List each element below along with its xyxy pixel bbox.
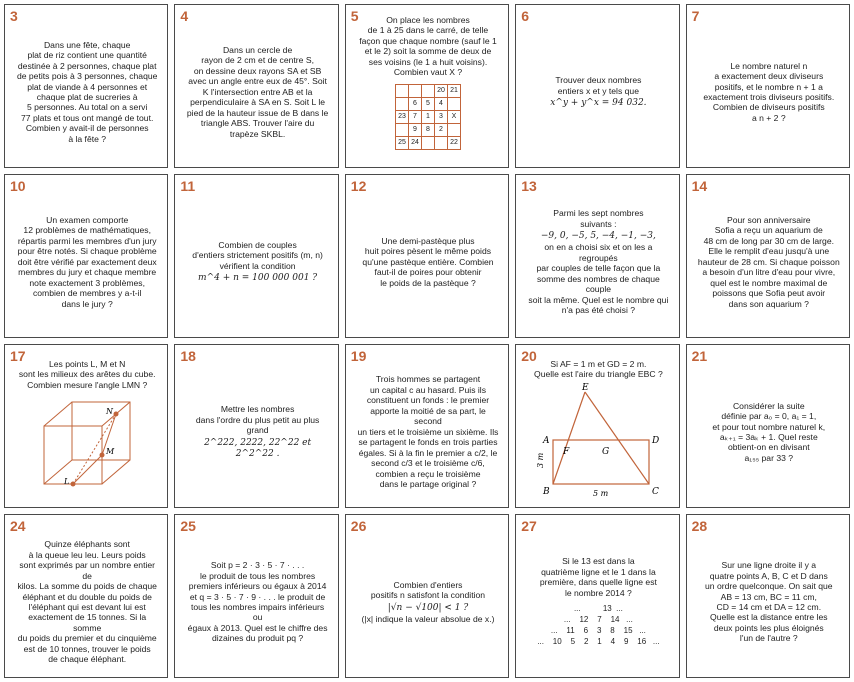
text-line: perpendiculaire à SA en S. Soit L le	[190, 97, 326, 108]
label-e: E	[582, 382, 589, 393]
text-line: qu'une pastèque entière. Combien	[362, 256, 494, 267]
problem-card-7	[686, 4, 850, 168]
label-c: C	[652, 486, 660, 497]
text-line: deux points les plus éloignés	[713, 622, 824, 633]
problem-card-27	[515, 514, 679, 678]
formula: 2^222, 2222, 22^22 et 2^2^22 .	[204, 437, 312, 459]
grid-cell: 24	[408, 136, 421, 149]
grid-cell	[421, 84, 434, 97]
problem-card-25	[174, 514, 338, 678]
problem-number: 27	[521, 518, 537, 534]
text-line: dans le jury ?	[61, 298, 113, 309]
text-line: K l'intersection entre AB et la	[202, 86, 313, 97]
text-line: Considérer la suite	[732, 400, 805, 411]
problem-text	[15, 23, 159, 161]
formula: |√n − √100| < 1 ?	[387, 602, 469, 613]
text-line: d'entiers strictement positifs (m, n)	[192, 250, 323, 261]
text-line: Soit p = 2 · 3 · 5 · 7 · . . .	[210, 560, 305, 571]
problem-number: 11	[180, 178, 196, 194]
problem-text	[15, 193, 159, 331]
problem-card-6	[515, 4, 679, 168]
triangle-row: ... 13 ...	[573, 604, 623, 614]
text-line: somme des nombres de chaque couple	[537, 273, 660, 295]
problem-text	[356, 15, 500, 161]
problem-number: 6	[521, 8, 529, 24]
text-line: positifs n satisfont la condition	[370, 590, 486, 601]
text-line: 5 personnes. Au total on a servi	[27, 102, 148, 113]
problem-card-28	[686, 514, 850, 678]
grid-cell: 5	[421, 97, 434, 110]
problem-text	[697, 193, 841, 331]
problem-number: 7	[691, 8, 700, 24]
text-line: quatre points A, B, C et D dans	[709, 570, 828, 581]
text-line: sont les milieux des arêtes du cube.	[18, 369, 156, 380]
problem-number: 21	[691, 348, 708, 364]
text-line: poissons que Sofia peut avoir	[712, 288, 826, 299]
text-line: et le 2) soit la somme de deux de	[364, 46, 492, 57]
triangle-row: ... 12 7 14 ...	[563, 615, 633, 625]
problem-number: 5	[350, 8, 359, 24]
text-line: dans l'ordre du plus petit au plus grand	[195, 414, 320, 436]
problem-number: 3	[10, 8, 18, 24]
grid-cell: 4	[434, 97, 447, 110]
text-line: l'un de l'autre ?	[739, 633, 798, 644]
grid-cell	[434, 136, 447, 149]
problem-number: 12	[350, 178, 367, 194]
text-line: Mettre les nombres	[220, 404, 295, 415]
text-line: chaque plat de sucreries à	[36, 92, 138, 102]
text-line: on dessine deux rayons SA et SB	[193, 65, 322, 76]
label-g: G	[602, 446, 610, 457]
text-line: exactement trois diviseurs positifs.	[703, 92, 835, 102]
text-line: dans le partage original ?	[379, 479, 477, 490]
text-line: répartis parmi les membres d'un jury	[17, 235, 157, 246]
triangle-row: ... 11 6 3 8 15 ...	[550, 625, 646, 635]
text-line: destinée à 2 personnes, chaque plat	[17, 60, 157, 71]
text-line: Un examen comporte	[46, 214, 129, 225]
text-line: triangle ABS. Trouver l'aire du	[200, 118, 315, 129]
problem-text	[356, 533, 500, 671]
label-f: F	[563, 446, 570, 457]
text-line: 48 cm de long par 30 cm de large.	[703, 235, 834, 246]
text-line: a besoin d'un litre d'eau pour vivre,	[702, 267, 836, 278]
text-line: Combien vaut X ?	[393, 67, 463, 78]
text-line: à la queue leu leu. Leurs poids	[28, 549, 146, 560]
problem-text	[526, 359, 670, 501]
text-line: par couples de telle façon que la	[536, 263, 661, 274]
problem-number: 28	[691, 518, 708, 534]
text-line: vérifient la condition	[219, 260, 296, 271]
number-list: −9, 0, −5, 5, −4, −1, −3,	[540, 231, 656, 242]
text-line: et pour tout nombre naturel k,	[712, 421, 826, 432]
problem-number: 25	[180, 518, 196, 534]
text-line: de 1 à 25 dans le carré, de telle	[367, 25, 489, 36]
text-line: Sur une ligne droite il y a	[721, 560, 817, 571]
grid-cell: X	[447, 110, 460, 123]
text-line: Quinze éléphants sont	[44, 539, 130, 550]
text-line: Dans une fête, chaque	[43, 39, 131, 50]
text-line: on en a choisi six et on les a regroupés	[544, 242, 653, 263]
problem-card-24	[4, 514, 168, 678]
problem-text	[185, 23, 329, 161]
grid-cell: 23	[395, 110, 408, 123]
problem-card-26	[345, 514, 509, 678]
text-line: second c/3 et le troisième c/6,	[371, 458, 485, 469]
text-line: entiers x et y tels que	[557, 85, 639, 96]
grid-cell: 22	[447, 136, 460, 149]
label-m: M	[106, 447, 115, 457]
grid-cell	[395, 123, 408, 136]
text-line: façon que chaque nombre (sauf le 1	[359, 35, 497, 46]
grid-cell	[421, 136, 434, 149]
problem-card-13	[515, 174, 679, 338]
label-n: N	[106, 407, 114, 417]
problem-text	[697, 533, 841, 671]
text-line: l'éléphant qui est devant lui est	[28, 602, 146, 612]
text-line: le poids de la pastèque ?	[380, 277, 476, 288]
text-line: définie par a₀ = 0, a₁ = 1,	[721, 411, 817, 422]
text-line: CD = 14 cm et DA = 12 cm.	[716, 602, 822, 612]
problem-number: 17	[10, 348, 26, 364]
problem-text	[526, 533, 670, 671]
text-line: hauteur de 28 cm. Si chaque poisson	[697, 256, 840, 267]
text-line: Si AF = 1 m et GD = 2 m.	[550, 359, 647, 369]
text-line: Sofia a reçu un aquarium de	[714, 225, 823, 236]
text-line: se partagent le fonds en trois parties	[358, 437, 498, 448]
text-line: Elle le remplit d'eau jusqu'à une	[708, 246, 830, 257]
text-line: du poids du premier et du cinquième	[17, 633, 157, 644]
problem-number: 10	[10, 178, 26, 194]
problem-number: 26	[350, 518, 367, 534]
point-l	[71, 482, 76, 487]
text-line: 12 problèmes de mathématiques,	[23, 225, 151, 236]
problem-number: 4	[180, 8, 189, 24]
text-line: Combien de couples	[218, 239, 297, 250]
text-line: (|x| indique la valeur absolue de x.)	[361, 613, 495, 624]
text-line: de petits pois à 3 personnes, chaque	[16, 71, 158, 82]
text-line: ses voisins (le 1 a huit voisins).	[368, 56, 488, 67]
text-line: trapèze SKBL.	[229, 128, 286, 139]
text-line: rayon de 2 cm et de centre S,	[201, 55, 314, 66]
text-line: obtient-on en divisant	[727, 442, 810, 453]
problem-text	[15, 359, 159, 501]
text-line: faut-il de poires pour obtenir	[374, 267, 482, 278]
problem-grid	[4, 4, 850, 678]
problem-card-14	[686, 174, 850, 338]
point-n	[114, 412, 119, 417]
text-line: aₖ₊₁ = 3aₖ + 1. Quel reste	[719, 432, 818, 442]
text-line: soit la même. Quel est le nombre qui	[528, 294, 669, 305]
text-line: Si le 13 est dans la	[562, 556, 635, 567]
problem-number: 13	[521, 178, 537, 194]
text-line: Dans un cercle de	[222, 44, 293, 55]
grid-cell	[447, 97, 460, 110]
problem-number: 18	[180, 348, 196, 364]
text-line: plat de viande à 4 personnes et	[27, 81, 148, 92]
text-line: 77 plats et tous ont mangé de tout.	[21, 112, 154, 123]
problem-text	[697, 23, 841, 161]
grid-cell	[408, 84, 421, 97]
text-line: On place les nombres	[386, 15, 470, 25]
label-d: D	[652, 435, 660, 446]
text-line: le produit de tous les nombres	[200, 570, 316, 581]
text-line: un capital c au hasard. Puis ils	[369, 384, 487, 395]
text-line: quel est le nombre maximal de	[710, 277, 828, 288]
text-line: pied de la hauteur issue de B dans le	[186, 107, 329, 118]
grid-cell: 20	[434, 84, 447, 97]
grid-cell: 25	[395, 136, 408, 149]
problem-text	[356, 363, 500, 501]
number-triangle	[537, 604, 659, 647]
text-line: positifs, et le nombre n + 1 a	[714, 81, 823, 92]
text-line: Trouver deux nombres	[555, 75, 642, 86]
triangle-row: ... 10 5 2 1 4 9 16 ...	[537, 636, 660, 646]
grid-cell: 8	[421, 123, 434, 136]
text-line: membres du jury et chaque membre	[18, 267, 157, 278]
problem-card-12	[345, 174, 509, 338]
grid-cell: 7	[408, 110, 421, 123]
text-line: Le nombre naturel n	[730, 60, 808, 71]
text-line: tous les nombres impairs inférieurs ou	[190, 602, 325, 623]
text-line: un tiers et le troisième un sixième. Ils	[357, 426, 499, 437]
grid-cell: 1	[421, 110, 434, 123]
text-line: plat de riz contient une quantité	[27, 50, 147, 61]
text-line: Combien y avait-il de personnes	[25, 123, 149, 134]
text-line: apporte la moitié de sa part, le second	[370, 405, 486, 427]
text-line: constituent un fonds : le premier	[366, 395, 490, 406]
text-line: AB = 13 cm, BC = 11 cm,	[720, 591, 817, 602]
label-l: L	[64, 477, 70, 487]
label-a: A	[543, 435, 550, 446]
problem-card-20	[515, 344, 679, 508]
text-line: avec un angle entre eux de 45°. Soit	[188, 76, 327, 87]
label-width: 5 m	[593, 488, 609, 498]
problem-number: 24	[10, 518, 26, 534]
text-line: et q = 3 · 5 · 7 · 9 · . . . le produit de	[189, 591, 326, 602]
problem-text	[697, 363, 841, 501]
label-b: B	[543, 486, 551, 497]
problem-card-21	[686, 344, 850, 508]
problem-text	[526, 193, 670, 331]
text-line: est de 10 tonnes, trouver le poids	[23, 643, 151, 654]
problem-text	[185, 533, 329, 671]
formula: x^y + y^x = 94 032.	[550, 98, 647, 108]
text-line: Combien de diviseurs positifs	[712, 102, 825, 113]
grid-cell: 3	[434, 110, 447, 123]
text-line: note exactement 3 problèmes,	[29, 277, 145, 288]
text-line: à la fête ?	[68, 133, 107, 144]
point-m	[100, 453, 105, 458]
text-line: Combien d'entiers	[393, 579, 463, 590]
text-line: Quelle est la distance entre les	[710, 612, 828, 623]
text-line: combien de membres y a-t-il	[32, 288, 142, 299]
problem-card-17	[4, 344, 168, 508]
problem-number: 19	[350, 348, 367, 364]
text-line: Parmi les sept nombres	[553, 208, 644, 219]
text-line: Les points L, M et N	[48, 359, 126, 369]
problem-card-5	[345, 4, 509, 168]
text-line: kilos. La somme du poids de chaque	[17, 581, 157, 592]
grid-cell: 9	[408, 123, 421, 136]
problem-text	[185, 363, 329, 501]
grid-cell	[395, 84, 408, 97]
problem-text	[185, 193, 329, 331]
problem-card-10	[4, 174, 168, 338]
problem-card-3	[4, 4, 168, 168]
grid-cell	[447, 123, 460, 136]
number-grid	[395, 84, 461, 150]
text-line: exactement de 15 tonnes. Si la somme	[28, 612, 147, 633]
text-line: le nombre 2014 ?	[564, 587, 632, 598]
text-line: Une demi-pastèque plus	[381, 235, 475, 246]
text-line: a n + 2 ?	[751, 112, 786, 123]
text-line: suivants :	[580, 218, 617, 229]
grid-cell	[395, 97, 408, 110]
text-line: Combien mesure l'angle LMN ?	[27, 379, 148, 390]
text-line: un ordre quelconque. On sait que	[705, 581, 833, 592]
problem-card-11	[174, 174, 338, 338]
text-line: égaux à 2013. Quel est le chiffre des	[187, 622, 328, 633]
problem-card-4	[174, 4, 338, 168]
text-line: doit être vérifié par exactement deux	[17, 256, 157, 267]
grid-cell: 21	[447, 84, 460, 97]
text-line: sont exprimés par un nombre entier de	[19, 560, 156, 581]
problem-number: 14	[691, 178, 708, 194]
text-line: premiers inférieurs ou égaux à 2014	[188, 581, 327, 592]
text-line: quatrième ligne et le 1 dans la	[541, 566, 656, 577]
text-line: dans son aquarium ?	[728, 298, 809, 309]
text-line: égales. Si à la fin le premier a c/2, le	[358, 447, 498, 458]
text-line: pour être notés. Si chaque problème	[17, 246, 157, 257]
problem-card-18	[174, 344, 338, 508]
text-line: Quelle est l'aire du triangle EBC ?	[534, 369, 663, 380]
text-line: première, dans quelle ligne est	[539, 577, 657, 588]
problem-card-19	[345, 344, 509, 508]
problem-text	[526, 23, 670, 161]
formula: m^4 + n = 100 000 001 ?	[198, 273, 318, 284]
triangle-rectangle-diagram	[533, 382, 663, 500]
text-line: a₁₅₅ par 33 ?	[744, 452, 794, 463]
grid-cell: 2	[434, 123, 447, 136]
text-line: dizaines du produit pq ?	[211, 633, 304, 644]
text-line: Pour son anniversaire	[726, 214, 811, 225]
label-height: 3 m	[536, 452, 546, 468]
grid-cell: 6	[408, 97, 421, 110]
text-line: a exactement deux diviseurs	[714, 71, 824, 82]
cube-diagram	[32, 394, 142, 490]
text-line: n'a pas été choisi ?	[561, 305, 636, 316]
text-line: éléphant et du double du poids de	[22, 591, 152, 602]
text-line: de chaque éléphant.	[48, 654, 127, 665]
problem-text	[356, 193, 500, 331]
text-line: Trois hommes se partagent	[375, 374, 481, 385]
problem-text	[15, 533, 159, 671]
text-line: huit poires pèsent le même poids	[364, 246, 492, 257]
problem-number: 20	[521, 348, 537, 364]
text-line: combien a reçu le troisième	[375, 468, 481, 479]
